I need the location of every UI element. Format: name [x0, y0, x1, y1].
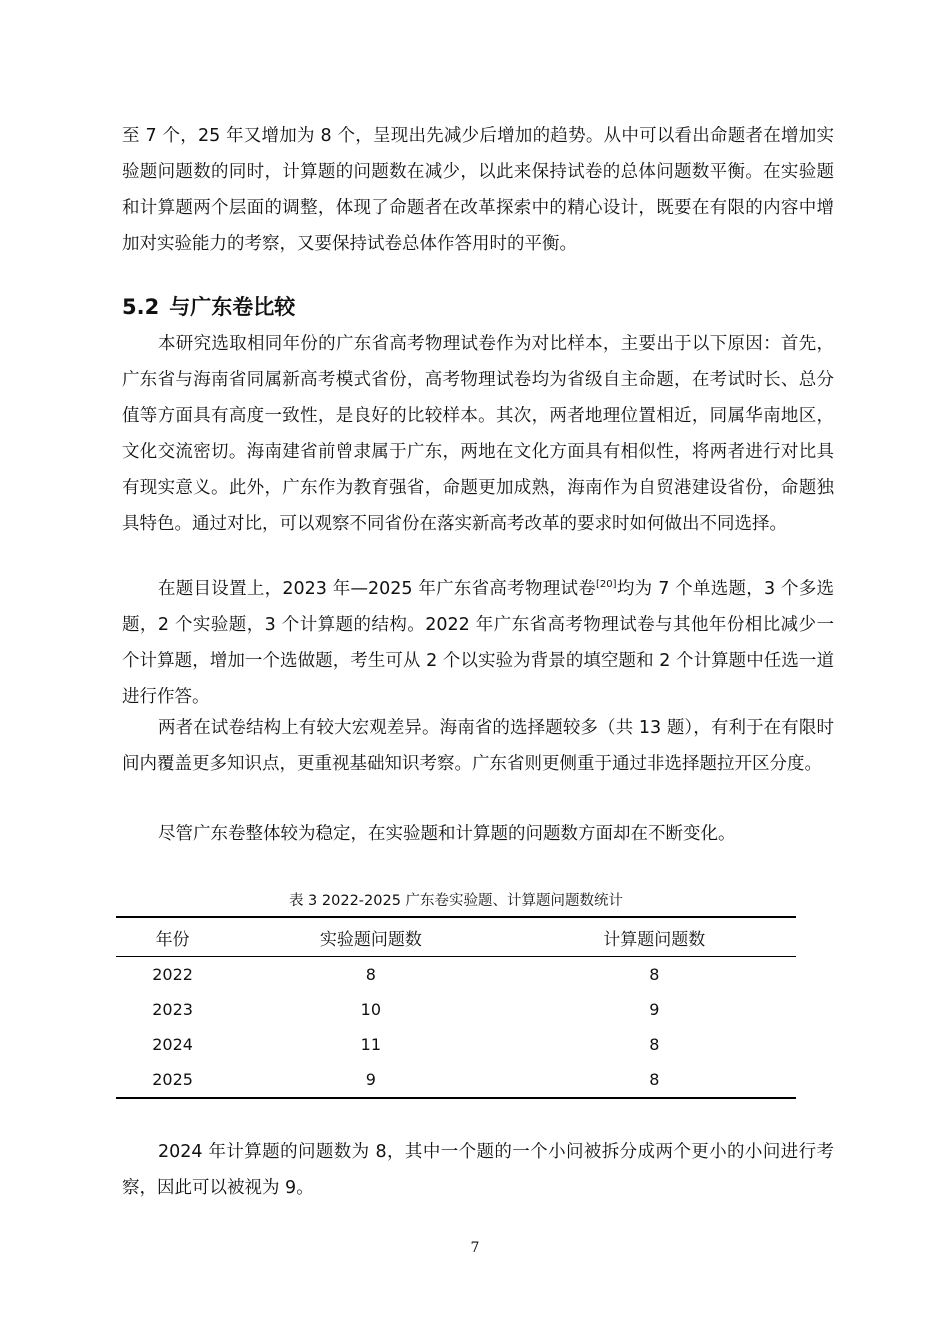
- citation-marker: [20]: [596, 579, 617, 590]
- table-cell: 8: [649, 965, 660, 984]
- body-paragraph-table-intro: 尽管广东卷整体较为稳定，在实验题和计算题的问题数方面却在不断变化。: [158, 824, 736, 844]
- body-paragraph-structure-difference: 两者在试卷结构上有较大宏观差异。海南省的选择题较多（共 13 题），有利于在有限时间内覆盖更多知识点，更重视基础知识考察。广东省则更侧重于通过非选择题拉开区分度。: [122, 718, 834, 774]
- paragraph-text-start: 在题目设置上，2023 年—2025 年广东省高考物理试卷: [158, 579, 597, 599]
- paragraph-text-end: 均为 7 个单选题，3 个多选题，2 个实验题，3 个计算题的结构。2022 年广东省高考物理试卷与其他年份相比减少一个计算题，增加一个选做题，考生可从 2 个以实验为背景的填空题和 2 个计算题中任选一道进行作答。: [122, 579, 834, 707]
- table-row: [116, 957, 796, 993]
- statistics-table: [116, 916, 796, 1099]
- table-cell: 9: [649, 1000, 660, 1019]
- body-paragraph-table-note: 2024 年计算题的问题数为 8，其中一个题的一个小问被拆分成两个更小的小问进行考察，因此可以被视为 9。: [122, 1142, 834, 1198]
- table-cell: 8: [365, 965, 376, 984]
- table-header-row: [116, 917, 796, 957]
- table-cell: 11: [360, 1035, 382, 1054]
- table-cell: 2023: [152, 1000, 193, 1019]
- page-number: 7: [470, 1240, 480, 1256]
- table-caption: 表 3 2022-2025 广东卷实验题、计算题问题数统计: [288, 893, 624, 909]
- table-cell: 2025: [152, 1070, 193, 1089]
- table-row: [116, 1027, 796, 1062]
- section-heading: [122, 292, 295, 322]
- body-paragraph-question-setup: [122, 571, 834, 715]
- table-header-cell: 实验题问题数: [319, 929, 422, 950]
- table-cell: 8: [649, 1070, 660, 1089]
- table-cell: 10: [360, 1000, 382, 1019]
- section-number: 5.2: [122, 295, 160, 319]
- table-cell: 8: [649, 1035, 660, 1054]
- table-row: [116, 992, 796, 1027]
- body-paragraph-continuation: 至 7 个，25 年又增加为 8 个，呈现出先减少后增加的趋势。从中可以看出命题者在增加实验题问题数的同时，计算题的问题数在减少，以此来保持试卷的总体问题数平衡。在实验题和计算题两个层面的调整，体现了命题者在改革探索中的精心设计，既要在有限的内容中增加对实验能力的考察，又要保持试卷总体作答用时的平衡。: [122, 126, 834, 254]
- section-title: 与广东卷比较: [169, 295, 296, 319]
- table-row: [116, 1062, 796, 1098]
- table-cell: 9: [365, 1070, 376, 1089]
- table-cell: 2022: [152, 965, 193, 984]
- table-header-cell: 年份: [155, 929, 190, 950]
- body-paragraph-comparison-rationale: 本研究选取相同年份的广东省高考物理试卷作为对比样本，主要出于以下原因：首先，广东省与海南省同属新高考模式省份，高考物理试卷均为省级自主命题，在考试时长、总分值等方面具有高度一致性，是良好的比较样本。其次，两者地理位置相近，同属华南地区，文化交流密切。海南建省前曾隶属于广东，两地在文化方面具有相似性，将两者进行对比具有现实意义。此外，广东作为教育强省，命题更加成熟，海南作为自贸港建设省份，命题独具特色。通过对比，可以观察不同省份在落实新高考改革的要求时如何做出不同选择。: [122, 334, 834, 534]
- table-cell: 2024: [152, 1035, 193, 1054]
- table-header-cell: 计算题问题数: [603, 929, 706, 950]
